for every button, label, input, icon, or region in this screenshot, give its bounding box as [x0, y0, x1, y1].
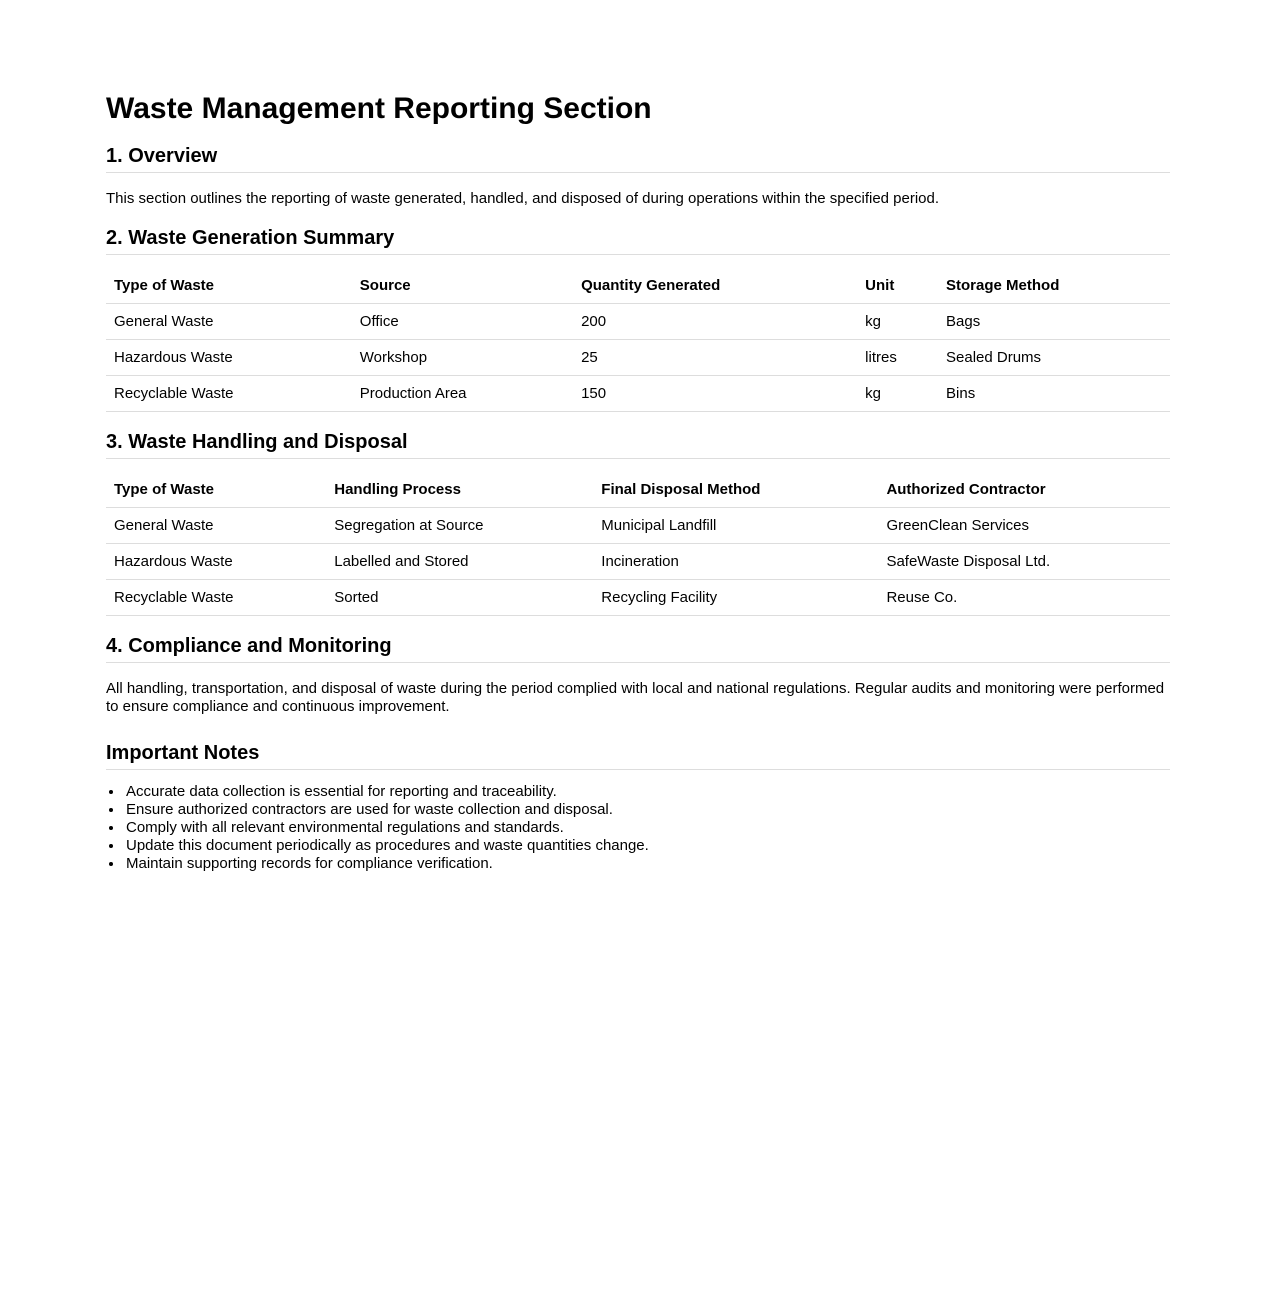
section-heading-compliance: 4. Compliance and Monitoring: [106, 636, 1170, 663]
cell-disposal-method: Incineration: [593, 544, 878, 580]
cell-handling-process: Labelled and Stored: [326, 544, 593, 580]
column-header-source: Source: [352, 268, 573, 304]
important-notes-list: [106, 783, 1170, 873]
table-header-row: [106, 472, 1170, 508]
list-item: • Maintain supporting records for compliance verification.: [124, 855, 1170, 873]
cell-handling-process: Segregation at Source: [326, 508, 593, 544]
column-header-unit: Unit: [857, 268, 938, 304]
cell-disposal-method: Recycling Facility: [593, 580, 878, 616]
table-header-row: [106, 268, 1170, 304]
column-header-final-disposal-method: Final Disposal Method: [593, 472, 878, 508]
column-header-quantity-generated: Quantity Generated: [573, 268, 857, 304]
section-heading-handling: 3. Waste Handling and Disposal: [106, 432, 1170, 459]
list-item: • Update this document periodically as procedures and waste quantities change.: [124, 837, 1170, 855]
cell-storage-method: Bags: [938, 304, 1170, 340]
cell-type-of-waste: Hazardous Waste: [106, 544, 326, 580]
cell-type-of-waste: General Waste: [106, 508, 326, 544]
section-heading-generation: 2. Waste Generation Summary: [106, 228, 1170, 255]
table-row: [106, 340, 1170, 376]
cell-disposal-method: Municipal Landfill: [593, 508, 878, 544]
cell-source: Workshop: [352, 340, 573, 376]
cell-unit: kg: [857, 376, 938, 412]
cell-source: Office: [352, 304, 573, 340]
cell-storage-method: Sealed Drums: [938, 340, 1170, 376]
table-row: [106, 376, 1170, 412]
waste-generation-table: [106, 268, 1170, 412]
overview-paragraph: This section outlines the reporting of waste generated, handled, and disposed of during operations within the specified period.: [106, 190, 940, 207]
document-page: [106, 0, 1170, 873]
column-header-type-of-waste: Type of Waste: [106, 472, 326, 508]
cell-contractor: Reuse Co.: [878, 580, 1170, 616]
list-item: • Ensure authorized contractors are used for waste collection and disposal.: [124, 801, 1170, 819]
waste-handling-table: [106, 472, 1170, 616]
section-heading-overview: 1. Overview: [106, 146, 1170, 173]
table-row: [106, 508, 1170, 544]
cell-unit: kg: [857, 304, 938, 340]
page-title: Waste Management Reporting Section: [106, 92, 652, 125]
table-row: [106, 544, 1170, 580]
cell-contractor: SafeWaste Disposal Ltd.: [878, 544, 1170, 580]
cell-contractor: GreenClean Services: [878, 508, 1170, 544]
cell-handling-process: Sorted: [326, 580, 593, 616]
column-header-storage-method: Storage Method: [938, 268, 1170, 304]
table-row: [106, 304, 1170, 340]
cell-unit: litres: [857, 340, 938, 376]
compliance-paragraph: All handling, transportation, and disposal of waste during the period complied with local and national regulations. Regular audits and monitoring were performed to ensure compliance and continuous improvement.: [106, 680, 1165, 715]
section-heading-important-notes: Important Notes: [106, 743, 1170, 770]
cell-type-of-waste: Hazardous Waste: [106, 340, 352, 376]
cell-quantity: 200: [573, 304, 857, 340]
list-item: • Accurate data collection is essential for reporting and traceability.: [124, 783, 1170, 801]
list-item: • Comply with all relevant environmental regulations and standards.: [124, 819, 1170, 837]
cell-type-of-waste: Recyclable Waste: [106, 376, 352, 412]
column-header-handling-process: Handling Process: [326, 472, 593, 508]
cell-storage-method: Bins: [938, 376, 1170, 412]
column-header-type-of-waste: Type of Waste: [106, 268, 352, 304]
cell-quantity: 25: [573, 340, 857, 376]
column-header-authorized-contractor: Authorized Contractor: [878, 472, 1170, 508]
table-row: [106, 580, 1170, 616]
cell-source: Production Area: [352, 376, 573, 412]
cell-quantity: 150: [573, 376, 857, 412]
cell-type-of-waste: General Waste: [106, 304, 352, 340]
cell-type-of-waste: Recyclable Waste: [106, 580, 326, 616]
